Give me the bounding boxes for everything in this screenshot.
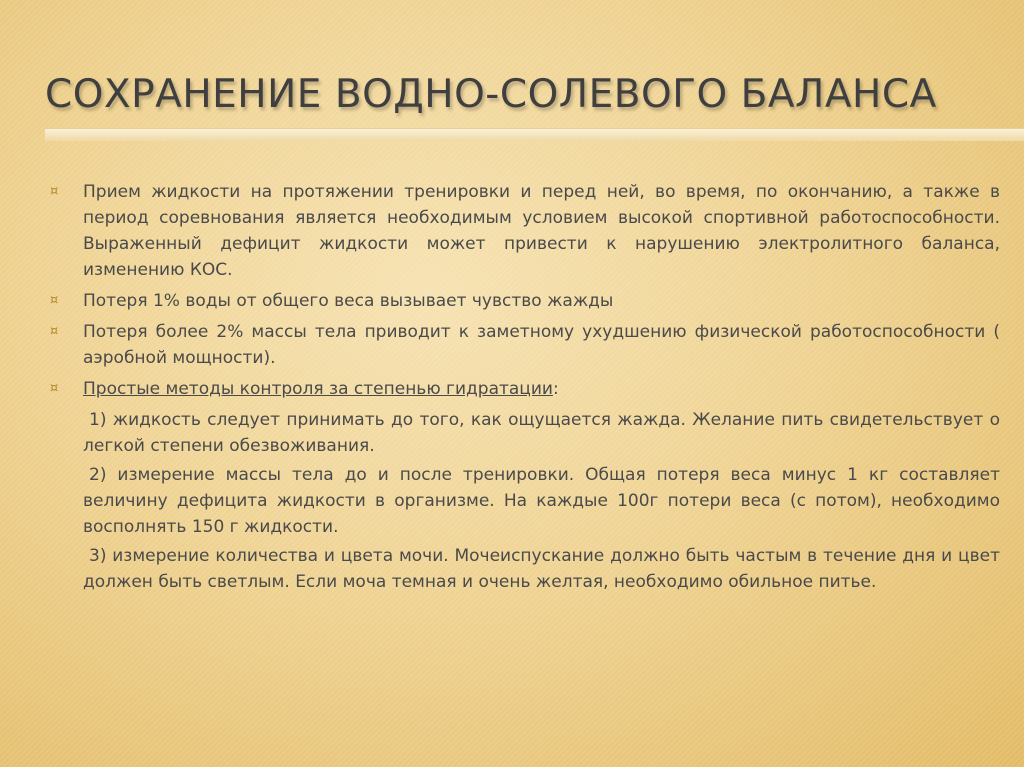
bullet-item	[50, 376, 1000, 402]
slide-title: СОХРАНЕНИЕ ВОДНО-СОЛЕВОГО БАЛАНСА	[45, 72, 937, 117]
slide-content	[50, 179, 1000, 598]
title-divider	[45, 128, 1024, 141]
bullet-text: Потеря более 2% массы тела приводит к заметному ухудшению физической работоспособности ( аэробной мощности).	[83, 322, 1000, 368]
method-item: 2) измерение массы тела до и после тренировки. Общая потеря веса минус 1 кг составляет величину дефицита жидкости в организме. На каждые 100г потери веса (с потом), необходимо восполнять 150 г жидкости.	[83, 465, 1000, 537]
bullet-text: Потеря 1% воды от общего веса вызывает чувство жажды	[83, 291, 614, 311]
methods-heading-colon: :	[552, 379, 559, 399]
bullet-icon: ¤	[50, 381, 59, 396]
method-item: 3) измерение количества и цвета мочи. Мочеиспускание должно быть частым в течение дня и цвет должен быть светлым. Если моча темная и очень желтая, необходимо обильное питье.	[83, 546, 1000, 592]
bullet-text: Прием жидкости на протяжении тренировки и перед ней, во время, по окончанию, а также в период соревнования является необходимым условием высокой спортивной работоспособности. Выраженный дефицит жидкости может привести к нарушению электролитного баланса, изменению КОС.	[83, 182, 1000, 280]
bullet-item	[50, 288, 1000, 314]
bullet-icon: ¤	[50, 324, 59, 339]
bullet-item	[50, 319, 1000, 371]
method-item: 1) жидкость следует принимать до того, как ощущается жажда. Желание пить свидетельствует о легкой степени обезвоживания.	[83, 410, 1000, 456]
bullet-icon: ¤	[50, 184, 59, 199]
methods-heading: Простые методы контроля за степенью гидратации	[83, 379, 553, 399]
bullet-icon: ¤	[50, 293, 59, 308]
bullet-item	[50, 179, 1000, 283]
